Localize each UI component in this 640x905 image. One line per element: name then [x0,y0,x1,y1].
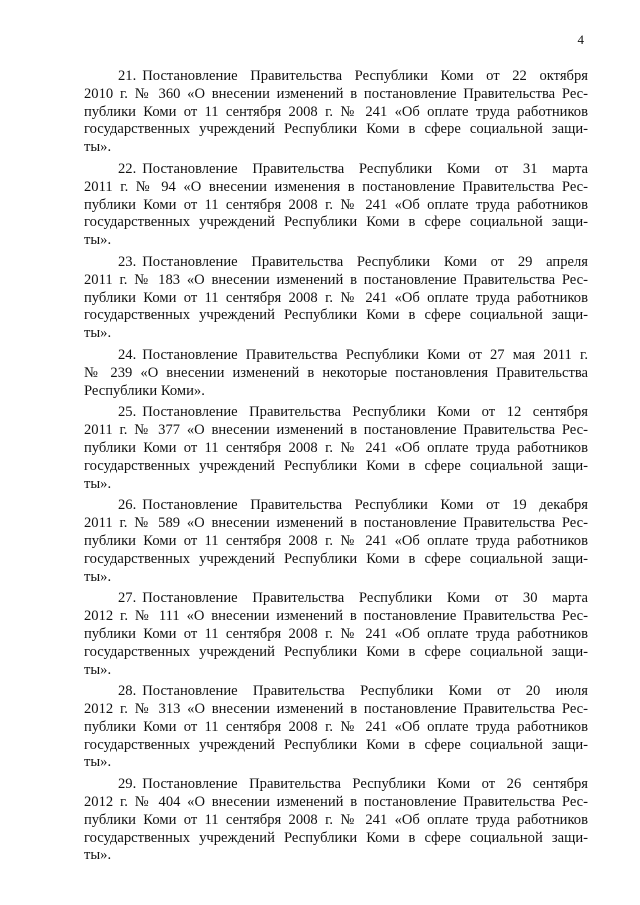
list-item [84,161,588,250]
item-line: 22. Постановление Правительства Республики Коми от 31 марта [118,160,588,177]
item-line: публики Коми от 11 сентября 2008 г. № 241 «Об оплате труда работников [84,718,588,735]
list-item [84,776,588,865]
item-line: 2010 г. № 360 «О внесении изменений в постановление Правительства Рес- [84,85,588,102]
item-number: 28. [118,683,137,700]
item-line: 21. Постановление Правительства Республики Коми от 22 октября [118,68,588,84]
item-line: ты». [84,232,112,249]
item-number: 29. [118,776,137,793]
item-line: ты». [84,139,112,156]
item-line: публики Коми от 11 сентября 2008 г. № 241 «Об оплате труда работников [84,811,588,828]
list-item [84,590,588,679]
item-number: 27. [118,590,137,607]
item-line: публики Коми от 11 сентября 2008 г. № 241 «Об оплате труда работников [84,532,588,549]
item-line: государственных учреждений Республики Коми в сфере социальной защи- [84,121,588,138]
item-line: государственных учреждений Республики Коми в сфере социальной защи- [84,736,588,753]
item-line: № 239 «О внесении изменений в некоторые постановления Правительства [84,364,588,381]
item-line: государственных учреждений Республики Коми в сфере социальной защи- [84,457,588,474]
item-line: 2012 г. № 313 «О внесении изменений в постановление Правительства Рес- [84,701,588,718]
list-item [84,683,588,772]
item-line: 28. Постановление Правительства Республики Коми от 20 июля [118,683,588,700]
item-line: ты». [84,661,112,678]
item-line: ты». [84,475,112,492]
item-line: государственных учреждений Республики Коми в сфере социальной защи- [84,214,588,231]
item-line: 27. Постановление Правительства Республики Коми от 30 марта [118,590,588,607]
item-line: 23. Постановление Правительства Республики Коми от 29 апреля [118,253,588,270]
item-line: 2011 г. № 589 «О внесении изменений в постановление Правительства Рес- [84,515,588,532]
list-item [84,347,588,400]
item-number: 21. [118,68,137,84]
list-item [84,404,588,493]
list-item [84,254,588,343]
item-line: ты». [84,847,112,864]
item-line: ты». [84,325,112,342]
item-line: 29. Постановление Правительства Республики Коми от 26 сентября [118,776,588,793]
list-item [84,68,588,157]
item-line: публики Коми от 11 сентября 2008 г. № 241 «Об оплате труда работников [84,196,588,213]
item-number: 23. [118,253,137,270]
item-number: 22. [118,160,137,177]
item-line: публики Коми от 11 сентября 2008 г. № 241 «Об оплате труда работников [84,439,588,456]
item-line: 2011 г. № 94 «О внесении изменения в постановление Правительства Рес- [84,178,588,195]
item-line: 2011 г. № 377 «О внесении изменений в постановление Правительства Рес- [84,422,588,439]
item-number: 25. [118,404,137,421]
item-line: государственных учреждений Республики Коми в сфере социальной защи- [84,643,588,660]
item-line: 26. Постановление Правительства Республики Коми от 19 декабря [118,497,588,514]
document-body [84,68,588,869]
item-line: 2012 г. № 111 «О внесении изменений в постановление Правительства Рес- [84,608,588,625]
item-line: ты». [84,568,112,585]
item-line: Республики Коми». [84,382,205,399]
list-item [84,497,588,586]
item-line: публики Коми от 11 сентября 2008 г. № 241 «Об оплате труда работников [84,103,588,120]
item-number: 24. [118,346,137,363]
item-line: государственных учреждений Республики Коми в сфере социальной защи- [84,829,588,846]
item-line: публики Коми от 11 сентября 2008 г. № 241 «Об оплате труда работников [84,289,588,306]
item-number: 26. [118,497,137,514]
item-line: 2011 г. № 183 «О внесении изменений в постановление Правительства Рес- [84,271,588,288]
page-number: 4 [577,32,584,47]
item-line: государственных учреждений Республики Коми в сфере социальной защи- [84,307,588,324]
item-line: 25. Постановление Правительства Республики Коми от 12 сентября [118,404,588,421]
item-line: ты». [84,754,112,771]
item-line: государственных учреждений Республики Коми в сфере социальной защи- [84,550,588,567]
item-line: 2012 г. № 404 «О внесении изменений в постановление Правительства Рес- [84,794,588,811]
item-line: 24. Постановление Правительства Республики Коми от 27 мая 2011 г. [118,346,588,363]
item-line: публики Коми от 11 сентября 2008 г. № 241 «Об оплате труда работников [84,625,588,642]
